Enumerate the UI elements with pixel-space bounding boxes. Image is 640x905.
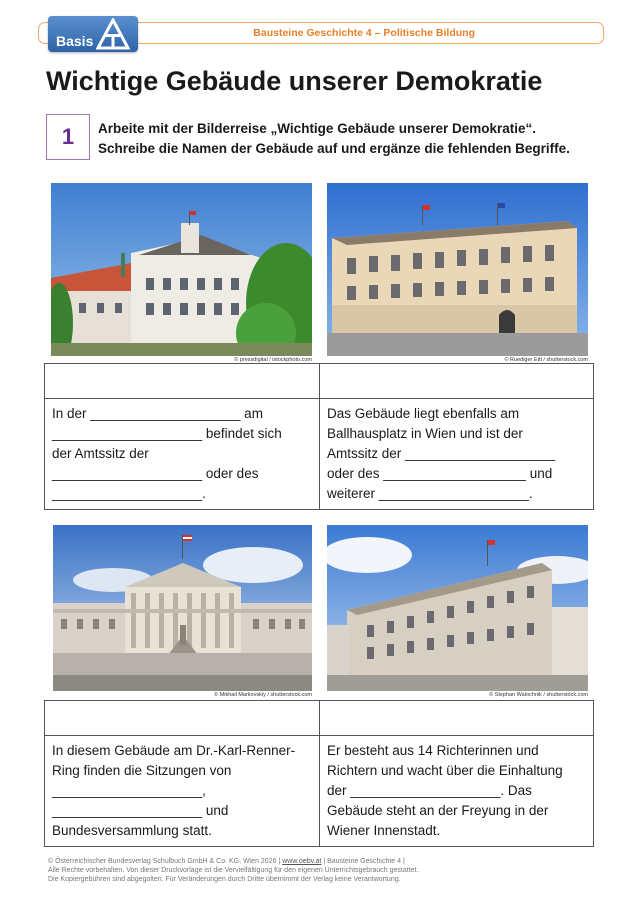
cloze-text-row: [45, 735, 593, 846]
photo-credit: © Mikhail Markovskiy / shutterstock.com: [214, 692, 312, 698]
text-line: Ballhausplatz in Wien und ist der: [327, 426, 523, 441]
photo-credit: © Stephan Walochnik / shutterstock.com: [489, 692, 588, 698]
text-line: weiterer ____________________.: [327, 486, 533, 501]
footer-line: Alle Rechte vorbehalten. Von dieser Druckvorlage ist die Vervielfältigung für den eigenen Unterrichtsgebrauch gestattet.: [48, 867, 419, 874]
triangle-logo-icon: [96, 18, 130, 50]
building-name-field-4[interactable]: [319, 701, 593, 735]
basis-logo: [48, 16, 138, 52]
building-name-field-1[interactable]: [45, 364, 319, 398]
parlament-photo: [53, 525, 312, 691]
footer-line: [48, 857, 418, 866]
text-line: Das Gebäude liegt ebenfalls am: [327, 406, 520, 421]
text-line: ____________________,: [52, 783, 206, 798]
text-line: der Amtssitz der: [52, 446, 149, 461]
text-line: In diesem Gebäude am Dr.-Karl-Renner-: [52, 743, 296, 758]
photo-credit: © Ruediger Ettl / shutterstock.com: [504, 357, 588, 363]
copyright-text: © Österreichischer Bundesverlag Schulbuch GmbH & Co. KG, Wien 2026 |: [48, 858, 281, 865]
text-line: Amtssitz der ____________________: [327, 446, 556, 461]
text-line: Ring finden die Sitzungen von: [52, 763, 232, 778]
cloze-text-bundeskanzleramt: [319, 399, 593, 509]
publisher-link[interactable]: www.oebv.at: [282, 858, 322, 865]
task-number-box: 1: [46, 114, 90, 160]
text-line: ____________________ oder des: [52, 466, 259, 481]
photo-credit: © pressdigital / istockphoto.com: [234, 357, 312, 363]
page-title: Wichtige Gebäude unserer Demokratie: [46, 66, 543, 96]
text-line: der ____________________. Das: [327, 783, 532, 798]
logo-text: Basis: [56, 33, 94, 49]
text-line: Bundesversammlung statt.: [52, 823, 212, 838]
footer-line: Die Kopiergebühren sind abgegolten. Für Veränderungen durch Dritte übernimmt der Verlag keine Verantwortung.: [48, 876, 401, 883]
task-line: Schreibe die Namen der Gebäude auf und ergänze die fehlenden Begriffe.: [98, 141, 570, 156]
building-name-row: [45, 364, 593, 398]
cloze-text-parlament: [45, 736, 319, 846]
text-line: Gebäude steht an der Freyung in der: [327, 803, 549, 818]
text-line: Wiener Innenstadt.: [327, 823, 441, 838]
footer: [48, 857, 418, 884]
text-line: ____________________ befindet sich: [52, 426, 282, 441]
cards-table-bottom: [44, 700, 594, 847]
cloze-text-justizpalast: [319, 736, 593, 846]
justizpalast-photo: [327, 525, 588, 691]
cloze-text-hofburg: [45, 399, 319, 509]
task-line: Arbeite mit der Bilderreise „Wichtige Gebäude unserer Demokratie“.: [98, 121, 537, 136]
text-line: Er besteht aus 14 Richterinnen und: [327, 743, 539, 758]
text-line: ____________________.: [52, 486, 206, 501]
cards-table-top: [44, 363, 594, 510]
text-line: ____________________ und: [52, 803, 229, 818]
text-line: In der ____________________ am: [52, 406, 263, 421]
text-line: oder des ___________________ und: [327, 466, 553, 481]
text-line: Richtern und wacht über die Einhaltung: [327, 763, 563, 778]
bundeskanzleramt-photo: [327, 183, 588, 356]
series-title: Bausteine Geschichte 4 – Politische Bildung: [253, 27, 475, 39]
cloze-text-row: [45, 398, 593, 509]
building-name-field-3[interactable]: [45, 701, 319, 735]
building-name-field-2[interactable]: [319, 364, 593, 398]
hofburg-photo: [51, 183, 312, 356]
series-text: | Bausteine Geschichte 4 |: [323, 858, 405, 865]
task-instructions: [98, 119, 608, 159]
building-name-row: [45, 701, 593, 735]
